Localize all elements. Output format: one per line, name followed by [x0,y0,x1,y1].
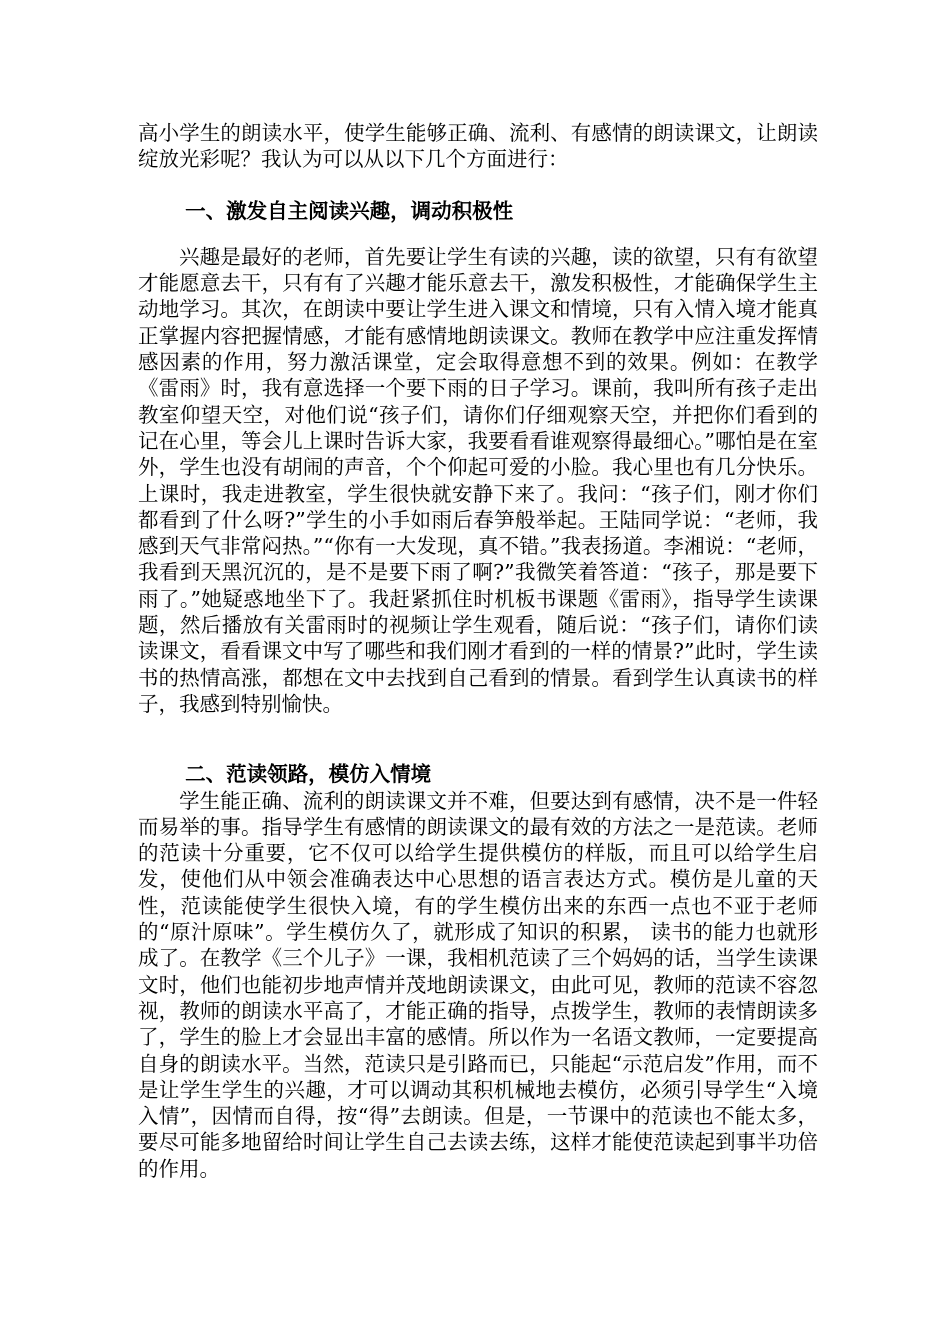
section1-heading: 一、激发自主阅读兴趣，调动积极性 [185,198,514,223]
document-page [138,120,818,1182]
section1-body: 兴趣是最好的老师，首先要让学生有读的兴趣，读的欲望，只有有欲望才能愿意去干，只有有了兴趣才能乐意去干，激发积极性，才能确保学生主动地学习。其次，在朗读中要让学生进入课文和情境，只有入情入境才能真正掌握内容把握情感，才能有感情地朗读课文。教师在教学中应注重发挥情感因素的作用，努力激活课堂，定会取得意想不到的效果。例如：在教学《雷雨》时，我有意选择一个要下雨的日子学习。课前，我叫所有孩子走出教室仰望天空，对他们说“孩子们，请你们仔细观察天空，并把你们看到的记在心里，等会儿上课时告诉大家，我要看看谁观察得最细心。”哪怕是在室外，学生也没有胡闹的声音，个个仰起可爱的小脸。我心里也有几分快乐。上课时，我走进教室，学生很快就安静下来了。我问：“孩子们，刚才你们都看到了什么呀?”学生的小手如雨后春笋般举起。王陆同学说：“老师，我感到天气非常闷热。”“你有一大发现，真不错。”我表扬道。李湘说：“老师，我看到天黑沉沉的，是不是要下雨了啊?”我微笑着答道：“孩子，那是要下雨了。”她疑惑地坐下了。我赶紧抓住时机板书课题《雷雨》，指导学生读课题，然后播放有关雷雨时的视频让学生观看，随后说：“孩子们，请你们读读课文，看看课文中写了哪些和我们刚才看到的一样的情景?”此时，学生读书的热情高涨，都想在文中去找到自己看到的情景。看到学生认真读书的样子，我感到特别愉快。 [138,244,818,716]
intro-paragraph: 高小学生的朗读水平，使学生能够正确、流利、有感情的朗读课文，让朗读绽放光彩呢？我认为可以从以下几个方面进行： [138,121,818,172]
section2-heading: 二、范读领路，模仿入情境 [185,762,432,787]
spacer [138,173,818,198]
spacer [138,717,818,761]
spacer [138,224,818,244]
section2-body: 学生能正确、流利的朗读课文并不难，但要达到有感情，决不是一件轻而易举的事。指导学生有感情的朗读课文的最有效的方法之一是范读。老师的范读十分重要，它不仅可以给学生提供模仿的样版，而且可以给学生启发，使他们从中领会准确表达中心思想的语言表达方式。模仿是儿童的天性，范读能使学生很快入境，有的学生模仿出来的东西一点也不亚于老师的“原汁原味”。学生模仿久了，就形成了知识的积累， 读书的能力也就形成了。在教学《三个儿子》一课，我相机范读了三个妈妈的话，当学生读课文时，他们也能初步地声情并茂地朗读课文，由此可见，教师的范读不容忽视，教师的朗读水平高了，才能正确的指导，点拨学生，教师的表情朗读多了，学生的脸上才会显出丰富的感情。所以作为一名语文教师，一定要提高自身的朗读水平。当然，范读只是引路而已，只能起“示范启发”作用，而不是让学生学生的兴趣，才可以调动其积机械地去模仿，必须引导学生“入境入情”，因情而自得，按“得”去朗读。但是，一节课中的范读也不能太多，要尽可能多地留给时间让学生自己去读去练，这样才能使范读起到事半功倍的作用。 [138,788,818,1181]
